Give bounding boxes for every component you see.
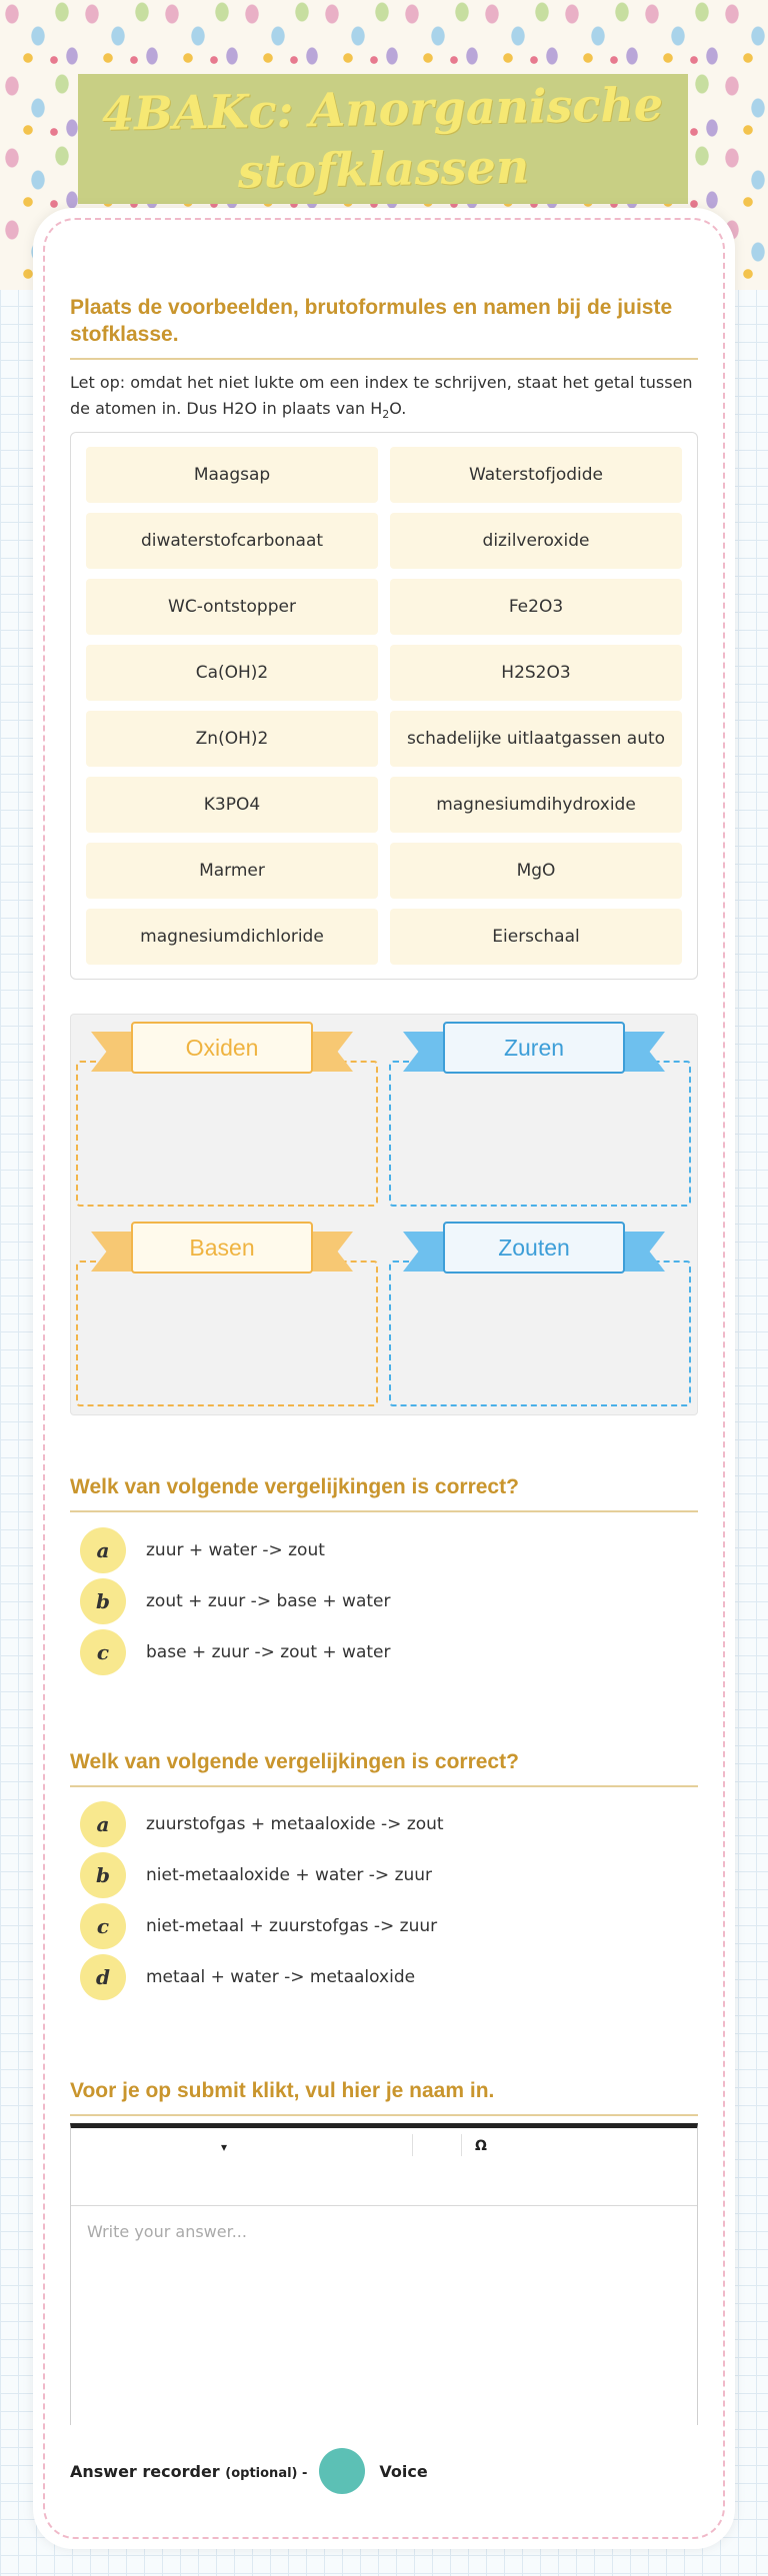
option-letter: d xyxy=(80,1954,126,2000)
option-letter: a xyxy=(80,1527,126,1573)
instruction-subscript: 2 xyxy=(382,408,390,422)
category-ribbon-zouten xyxy=(403,1222,665,1284)
question-1-instruction xyxy=(70,370,698,428)
drag-item[interactable]: Marmer xyxy=(86,843,378,899)
answer-editor xyxy=(70,2123,698,2425)
answer-input[interactable] xyxy=(71,2206,697,2425)
drag-item[interactable]: Fe2O3 xyxy=(390,579,682,635)
option-c[interactable] xyxy=(80,1628,680,1676)
question-3-title: Welk van volgende vergelijkingen is correct? xyxy=(70,1748,698,1787)
editor-toolbar xyxy=(71,2128,697,2206)
drag-item[interactable]: Maagsap xyxy=(86,447,378,503)
drag-item[interactable]: Waterstofjodide xyxy=(390,447,682,503)
drag-item[interactable]: MgO xyxy=(390,843,682,899)
option-d[interactable] xyxy=(80,1953,680,2001)
drag-item[interactable]: magnesiumdihydroxide xyxy=(390,777,682,833)
option-text: zuurstofgas + metaaloxide -> zout xyxy=(146,1814,444,1834)
toolbar-divider xyxy=(412,2134,413,2156)
option-c[interactable] xyxy=(80,1902,680,1950)
question-2-title: Welk van volgende vergelijkingen is correct? xyxy=(70,1473,698,1512)
category-board xyxy=(70,1014,698,1415)
question-4-title: Voor je op submit klikt, vul hier je naam in. xyxy=(70,2077,698,2116)
option-text: niet-metaal + zuurstofgas -> zuur xyxy=(146,1916,438,1936)
option-text: base + zuur -> zout + water xyxy=(146,1642,391,1662)
drag-item[interactable]: diwaterstofcarbonaat xyxy=(86,513,378,569)
title-banner xyxy=(78,74,688,204)
drag-item[interactable]: schadelijke uitlaatgassen auto xyxy=(390,711,682,767)
drag-item[interactable]: Zn(OH)2 xyxy=(86,711,378,767)
recorder-optional: (optional) - xyxy=(225,2465,308,2481)
drag-item[interactable]: K3PO4 xyxy=(86,777,378,833)
option-letter: b xyxy=(80,1852,126,1898)
category-label: Zuren xyxy=(443,1022,625,1074)
voice-label[interactable]: Voice xyxy=(379,2461,428,2481)
recorder-label xyxy=(70,2462,307,2481)
option-text: zuur + water -> zout xyxy=(146,1540,325,1560)
option-letter: b xyxy=(80,1578,126,1624)
drag-item[interactable]: Eierschaal xyxy=(390,909,682,965)
drag-item[interactable]: magnesiumdichloride xyxy=(86,909,378,965)
category-ribbon-basen xyxy=(91,1222,353,1284)
chevron-down-icon[interactable]: ▾ xyxy=(221,2140,228,2154)
category-label: Basen xyxy=(131,1222,313,1274)
recorder-label-text: Answer recorder xyxy=(70,2461,220,2481)
option-text: metaal + water -> metaaloxide xyxy=(146,1967,416,1987)
microphone-icon[interactable] xyxy=(319,2448,365,2494)
option-letter: c xyxy=(80,1903,126,1949)
drag-item[interactable]: Ca(OH)2 xyxy=(86,645,378,701)
toolbar-divider xyxy=(461,2134,462,2156)
option-text: zout + zuur -> base + water xyxy=(146,1591,391,1611)
instruction-end: O. xyxy=(389,399,407,418)
option-text: niet-metaaloxide + water -> zuur xyxy=(146,1865,433,1885)
drag-item-pool xyxy=(70,432,698,980)
category-label: Zouten xyxy=(443,1222,625,1274)
option-letter: a xyxy=(80,1801,126,1847)
option-a[interactable] xyxy=(80,1526,680,1574)
answer-recorder xyxy=(70,2445,698,2497)
question-1-title: Plaats de voorbeelden, brutoformules en namen bij de juiste stofklasse. xyxy=(70,294,698,360)
instruction-text: Let op: omdat het niet lukte om een index te schrijven, staat het getal tussen de atomen in. Dus H2O in plaats van H xyxy=(70,373,693,418)
drag-item[interactable]: dizilveroxide xyxy=(390,513,682,569)
drag-item[interactable]: WC-ontstopper xyxy=(86,579,378,635)
category-ribbon-zuren xyxy=(403,1022,665,1084)
page-title: 4BAKc: Anorganische stofklassen xyxy=(101,77,664,199)
option-b[interactable] xyxy=(80,1851,680,1899)
category-ribbon-oxiden xyxy=(91,1022,353,1084)
omega-icon[interactable]: Ω xyxy=(475,2138,487,2154)
option-a[interactable] xyxy=(80,1800,680,1848)
option-b[interactable] xyxy=(80,1577,680,1625)
drag-item[interactable]: H2S2O3 xyxy=(390,645,682,701)
category-label: Oxiden xyxy=(131,1022,313,1074)
option-letter: c xyxy=(80,1629,126,1675)
